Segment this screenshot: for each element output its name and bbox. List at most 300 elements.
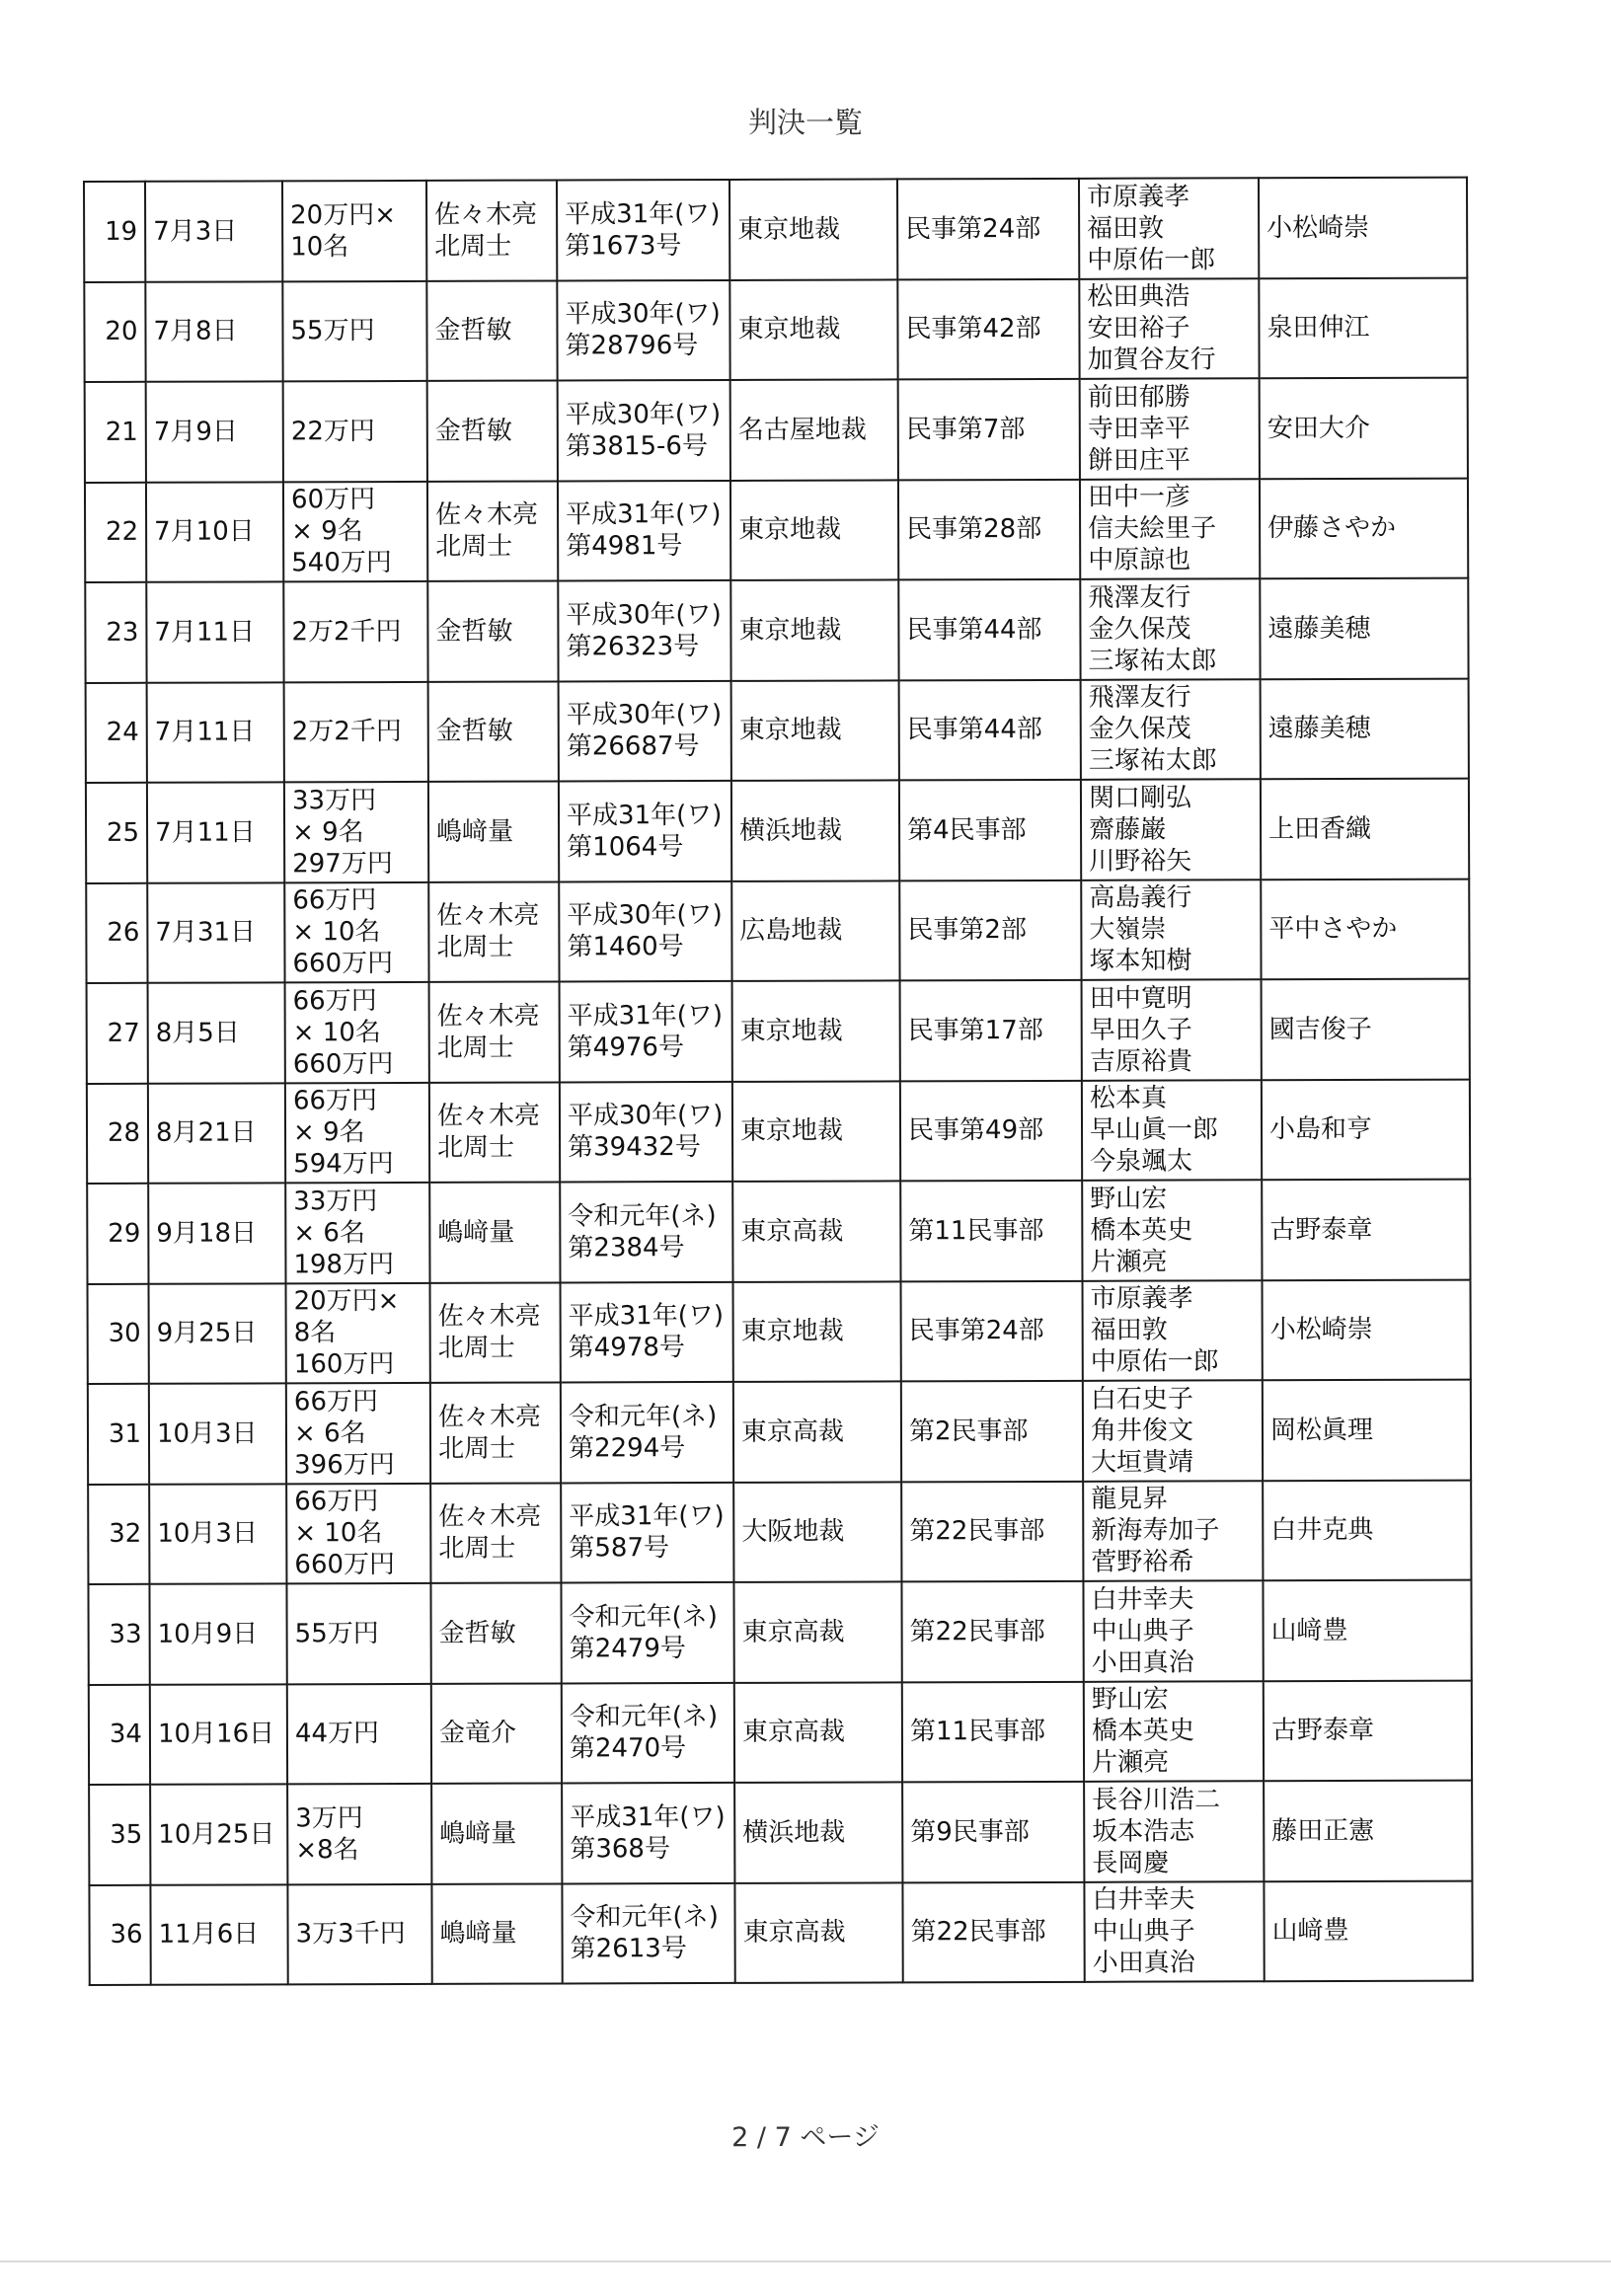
case-number-line: 平成30年(ワ) — [567, 1101, 724, 1131]
case-number-line: 第4976号 — [567, 1032, 684, 1063]
court-division: 第22民事部 — [901, 1581, 1083, 1682]
judge-names-line: 田中一彦 — [1087, 482, 1191, 513]
award-amount-line: 10名 — [290, 231, 349, 263]
verdict-date: 10月9日 — [149, 1583, 286, 1684]
counsel-names-line: 北周士 — [437, 1132, 515, 1164]
judge-names-line: 白井幸夫 — [1091, 1584, 1194, 1615]
counsel-names — [431, 1883, 562, 1984]
counsel-names-line: 金竜介 — [438, 1718, 517, 1749]
case-number-line: 第2384号 — [568, 1232, 685, 1263]
award-amount — [282, 181, 426, 281]
award-amount-line: 60万円 — [290, 485, 376, 515]
counsel-names-line: 金哲敏 — [438, 1618, 516, 1648]
court-division: 民事第24部 — [897, 179, 1079, 279]
court-name: 東京地裁 — [729, 179, 897, 279]
judge-names-line: 長岡慶 — [1092, 1848, 1170, 1878]
court-division: 第11民事部 — [902, 1681, 1084, 1782]
judge-names — [1082, 1080, 1262, 1181]
counsel-names-line: 北周士 — [436, 932, 514, 963]
judge-names-line: 野山宏 — [1091, 1684, 1169, 1716]
case-number-line: 平成31年(ワ) — [566, 800, 723, 831]
award-amount-line: 540万円 — [291, 548, 392, 578]
table-row — [86, 779, 1469, 883]
row-number: 19 — [84, 182, 145, 282]
award-amount-line: 297万円 — [292, 848, 393, 880]
case-number-line: 令和元年(ネ) — [569, 1702, 719, 1732]
counsel-names — [426, 180, 557, 280]
case-number-line: 第26323号 — [566, 631, 700, 662]
judge-names-line: 寺田幸平 — [1087, 414, 1190, 444]
judge-names-line: 中原諒也 — [1088, 545, 1191, 576]
court-name: 東京地裁 — [729, 279, 897, 380]
judge-names-line: 餅田庄平 — [1087, 445, 1190, 476]
row-number: 28 — [87, 1083, 148, 1184]
judge-names-line: 大垣貴靖 — [1091, 1447, 1194, 1478]
judge-names-line: 高島義行 — [1089, 882, 1192, 914]
counsel-names-line: 佐々木亮 — [438, 1501, 542, 1533]
table-row — [85, 378, 1468, 483]
judge-names-line: 松田典浩 — [1087, 281, 1190, 313]
judge-names-line: 金久保茂 — [1088, 714, 1191, 745]
judge-names — [1081, 779, 1261, 880]
row-number: 21 — [85, 382, 146, 483]
judge-names-line: 新海寿加子 — [1091, 1515, 1220, 1547]
table-row — [86, 879, 1469, 983]
counsel-names — [427, 380, 558, 481]
award-amount-line: × 9名 — [291, 516, 363, 547]
court-name: 大阪地裁 — [733, 1482, 901, 1582]
award-amount — [285, 1183, 429, 1283]
award-amount-line: 660万円 — [292, 1048, 394, 1080]
judge-names-line: 白井幸夫 — [1092, 1884, 1195, 1916]
counsel-names-line: 金哲敏 — [435, 616, 513, 647]
page-number: 2 / 7 ページ — [731, 2122, 880, 2153]
row-number: 25 — [86, 783, 147, 883]
counsel-names-line: 北周士 — [437, 1433, 516, 1464]
court-name: 東京地裁 — [731, 680, 899, 781]
table-row — [85, 578, 1468, 683]
case-number-line: 第2294号 — [568, 1432, 686, 1464]
award-amount-line: 20万円× — [290, 199, 397, 231]
verdict-date: 7月10日 — [146, 482, 283, 582]
case-number-line: 平成31年(ワ) — [566, 499, 722, 530]
court-division: 民事第44部 — [899, 679, 1081, 780]
judge-names-line: 早山眞一郎 — [1089, 1114, 1219, 1146]
judge-names-line: 福田敦 — [1087, 213, 1165, 244]
award-amount — [284, 881, 428, 982]
judge-names-line: 飛澤友行 — [1088, 582, 1191, 613]
judge-names-line: 松本真 — [1089, 1083, 1167, 1114]
award-amount — [284, 782, 428, 882]
judge-names-line: 早田久子 — [1089, 1015, 1192, 1045]
case-number-line: 第2470号 — [569, 1733, 687, 1764]
award-amount-line: × 6名 — [293, 1217, 365, 1249]
case-number — [562, 1783, 734, 1883]
judge-names-line: 片瀬亮 — [1091, 1747, 1170, 1779]
award-amount-line: 66万円 — [292, 1086, 378, 1116]
judge-names — [1083, 1481, 1263, 1581]
court-division: 民事第17部 — [900, 980, 1082, 1081]
judge-names — [1081, 679, 1261, 780]
award-amount — [286, 1583, 430, 1684]
award-amount-line: 2万2千円 — [291, 616, 402, 648]
case-number-line: 第3815-6号 — [565, 430, 708, 462]
case-number — [561, 1582, 733, 1683]
counsel-names — [429, 1082, 560, 1183]
counsel-names-line: 北周士 — [436, 1033, 514, 1063]
counsel-names — [430, 1483, 561, 1583]
table-row — [88, 1580, 1471, 1685]
judge-names-line: 三塚祐太郎 — [1088, 745, 1217, 777]
judge-names-line: 福田敦 — [1090, 1315, 1168, 1346]
court-name: 東京地裁 — [732, 980, 900, 1081]
court-name: 横浜地裁 — [734, 1782, 902, 1882]
case-number — [558, 380, 730, 481]
award-amount — [285, 1082, 429, 1183]
judge-names-line: 齋藤巌 — [1089, 814, 1167, 845]
case-number-line: 令和元年(ネ) — [568, 1200, 717, 1232]
case-number-line: 第1064号 — [567, 831, 684, 863]
counsel-names — [430, 1382, 561, 1483]
row-number: 27 — [87, 983, 148, 1084]
judge-names-line: 安田裕子 — [1087, 313, 1190, 344]
case-number-line: 平成31年(ワ) — [570, 1801, 726, 1833]
judge-names — [1081, 880, 1261, 980]
counsel-names — [430, 1282, 561, 1383]
judge-names-line: 長谷川浩二 — [1092, 1785, 1221, 1815]
judge-names-line: 坂本浩志 — [1092, 1816, 1195, 1847]
judge-names — [1079, 278, 1259, 379]
counsel-names-line: 金哲敏 — [434, 416, 512, 446]
award-amount-line: ×8名 — [295, 1834, 359, 1866]
judge-names-line: 大嶺崇 — [1089, 914, 1167, 946]
case-number — [560, 1182, 732, 1282]
judge-names-line: 三塚祐太郎 — [1088, 646, 1217, 676]
counsel-names — [427, 481, 558, 581]
judge-names-line: 小田真治 — [1091, 1647, 1194, 1678]
table-row — [88, 1480, 1471, 1584]
case-number-line: 平成31年(ワ) — [569, 1501, 725, 1532]
court-division: 第2民事部 — [901, 1381, 1083, 1482]
verdict-date: 7月11日 — [147, 682, 284, 783]
court-clerk: 安田大介 — [1260, 378, 1468, 479]
court-clerk: 小松崎崇 — [1263, 1279, 1471, 1380]
award-amount — [284, 681, 428, 782]
judge-names-line: 角井俊文 — [1090, 1416, 1194, 1446]
judge-names-line: 吉原裕貴 — [1089, 1046, 1192, 1077]
counsel-names — [431, 1783, 562, 1883]
award-amount — [287, 1784, 431, 1884]
judge-names-line: 市原義孝 — [1090, 1283, 1193, 1315]
case-number — [561, 1482, 733, 1582]
verdict-date: 7月11日 — [147, 782, 284, 882]
counsel-names — [431, 1683, 562, 1784]
court-clerk: 伊藤さやか — [1260, 478, 1468, 578]
verdict-date: 8月21日 — [148, 1083, 285, 1184]
judge-names — [1080, 479, 1260, 579]
case-number — [562, 1682, 734, 1783]
court-clerk: 古野泰章 — [1262, 1180, 1470, 1280]
counsel-names-line: 佐々木亮 — [436, 1001, 540, 1032]
counsel-names-line: 嶋﨑量 — [439, 1818, 517, 1849]
verdict-date: 9月18日 — [148, 1183, 285, 1283]
judge-names-line: 中原佑一郎 — [1090, 1346, 1219, 1378]
judge-names — [1082, 979, 1262, 1080]
court-clerk: 上田香織 — [1261, 779, 1469, 880]
judge-names-line: 川野裕矢 — [1089, 846, 1192, 877]
judge-names — [1084, 1781, 1264, 1881]
judge-names-line: 塚本知樹 — [1089, 946, 1192, 977]
judge-names-line: 小田真治 — [1092, 1948, 1195, 1979]
judge-names — [1084, 1881, 1264, 1982]
court-clerk: 岡松眞理 — [1263, 1380, 1471, 1481]
award-amount-line: 33万円 — [291, 785, 377, 816]
case-number-line: 平成30年(ワ) — [567, 900, 723, 931]
court-name: 東京地裁 — [733, 1281, 901, 1382]
judge-names-line: 信夫絵里子 — [1088, 513, 1217, 545]
court-division: 第22民事部 — [902, 1881, 1084, 1982]
court-name: 名古屋地裁 — [730, 379, 898, 480]
court-division: 第4民事部 — [899, 780, 1081, 880]
case-number — [562, 1882, 734, 1983]
judge-names-line: 橋本英史 — [1091, 1716, 1195, 1747]
scan-edge-line — [0, 2260, 1611, 2262]
counsel-names-line: 佐々木亮 — [434, 199, 538, 230]
case-number-line: 第1673号 — [565, 230, 682, 262]
judge-names — [1079, 178, 1259, 278]
award-amount-line: 55万円 — [290, 316, 375, 346]
judge-names — [1084, 1681, 1264, 1782]
counsel-names — [426, 280, 557, 381]
case-number-line: 第2613号 — [570, 1934, 687, 1964]
counsel-names-line: 佐々木亮 — [436, 1101, 541, 1132]
award-amount-line: 20万円× — [293, 1286, 400, 1317]
case-number — [561, 1281, 733, 1382]
row-number: 33 — [88, 1584, 149, 1685]
case-number — [560, 981, 732, 1082]
case-number — [558, 580, 730, 681]
court-division: 民事第49部 — [900, 1080, 1082, 1181]
case-number-line: 第368号 — [570, 1833, 670, 1865]
judge-names-line: 田中寛明 — [1089, 983, 1192, 1014]
judge-names-line: 金久保茂 — [1088, 614, 1191, 645]
judge-names — [1082, 1180, 1262, 1280]
row-number: 22 — [85, 482, 146, 582]
verdict-date: 11月6日 — [150, 1884, 287, 1985]
counsel-names-line: 金哲敏 — [434, 315, 512, 346]
judge-names-line: 菅野裕希 — [1091, 1547, 1194, 1578]
case-number — [558, 480, 730, 580]
row-number: 24 — [86, 682, 147, 783]
verdict-date: 10月16日 — [150, 1684, 287, 1785]
case-number-line: 平成30年(ワ) — [566, 599, 722, 631]
judge-names-line: 市原義孝 — [1087, 182, 1190, 212]
table-row — [84, 178, 1467, 282]
court-division: 民事第2部 — [899, 880, 1081, 980]
case-number-line: 令和元年(ネ) — [569, 1601, 718, 1633]
court-clerk: 白井克典 — [1263, 1480, 1471, 1580]
award-amount-line: 66万円 — [292, 885, 377, 916]
case-number-line: 第2479号 — [569, 1633, 686, 1664]
case-number-line: 第28796号 — [565, 331, 699, 361]
court-clerk: 山﨑豊 — [1263, 1580, 1471, 1681]
table-row — [84, 277, 1467, 382]
table-row — [86, 678, 1469, 783]
row-number: 26 — [86, 882, 147, 983]
counsel-names-line: 北周士 — [434, 231, 512, 262]
award-amount-line: 55万円 — [294, 1618, 379, 1649]
counsel-names-line: 佐々木亮 — [437, 1402, 541, 1432]
award-amount-line: 160万円 — [293, 1349, 395, 1380]
counsel-names-line: 嶋﨑量 — [437, 1217, 515, 1248]
award-amount — [283, 381, 427, 482]
award-amount-line: 44万円 — [294, 1719, 380, 1749]
award-amount — [285, 982, 429, 1083]
counsel-names-line: 嶋﨑量 — [439, 1918, 517, 1950]
table-row — [89, 1680, 1472, 1785]
table-row — [89, 1781, 1472, 1885]
award-amount-line: 198万円 — [293, 1249, 395, 1280]
court-clerk: 小松崎崇 — [1259, 178, 1467, 278]
award-amount-line: 2万2千円 — [291, 717, 402, 747]
counsel-names-line: 佐々木亮 — [437, 1301, 541, 1333]
award-amount — [283, 581, 427, 682]
table-row — [87, 1180, 1470, 1284]
verdict-date: 8月5日 — [148, 982, 285, 1083]
court-division: 民事第24部 — [901, 1280, 1083, 1381]
judge-names — [1080, 578, 1260, 679]
court-name: 東京高裁 — [734, 1882, 902, 1983]
judge-names-line: 加賀谷友行 — [1087, 344, 1216, 376]
court-name: 広島地裁 — [731, 880, 899, 981]
award-amount-line: 3万3千円 — [295, 1919, 406, 1950]
court-clerk: 古野泰章 — [1264, 1680, 1472, 1781]
judge-names — [1083, 1380, 1263, 1481]
court-clerk: 藤田正憲 — [1264, 1781, 1472, 1881]
verdict-table — [83, 177, 1474, 1986]
verdict-date: 7月8日 — [145, 281, 282, 382]
row-number: 36 — [89, 1884, 150, 1985]
case-number — [557, 279, 729, 380]
table-row — [88, 1380, 1471, 1485]
court-clerk: 遠藤美穂 — [1261, 678, 1469, 779]
judge-names-line: 前田郁勝 — [1087, 382, 1190, 413]
case-number — [561, 1382, 733, 1483]
table-row — [87, 1079, 1470, 1184]
judge-names — [1083, 1280, 1263, 1381]
row-number: 23 — [85, 582, 146, 683]
award-amount — [287, 1883, 431, 1984]
judge-names — [1083, 1580, 1263, 1681]
court-division: 民事第44部 — [898, 579, 1080, 680]
row-number: 35 — [89, 1785, 150, 1885]
case-number — [560, 1081, 732, 1182]
award-amount-line: × 9名 — [292, 816, 364, 848]
award-amount-line: 22万円 — [290, 416, 375, 447]
award-amount — [286, 1383, 430, 1484]
case-number — [559, 680, 731, 781]
counsel-names-line: 佐々木亮 — [436, 900, 540, 932]
award-amount-line: 660万円 — [292, 949, 394, 979]
row-number: 31 — [88, 1384, 149, 1485]
judge-names-line: 中山典子 — [1092, 1916, 1195, 1948]
counsel-names — [430, 1582, 561, 1683]
court-clerk: 平中さやか — [1261, 879, 1469, 979]
counsel-names — [428, 781, 559, 881]
row-number: 30 — [88, 1283, 149, 1384]
case-number — [557, 180, 729, 280]
case-number-line: 令和元年(ネ) — [568, 1401, 718, 1432]
table-row — [88, 1279, 1471, 1384]
award-amount-line: × 10名 — [292, 1017, 381, 1048]
award-amount-line: × 10名 — [292, 917, 381, 948]
counsel-names — [428, 681, 559, 782]
award-amount-line: × 9名 — [292, 1117, 365, 1148]
case-number-line: 平成30年(ワ) — [565, 399, 722, 430]
row-number: 29 — [87, 1184, 148, 1284]
judge-names — [1080, 378, 1260, 479]
award-amount-line: 594万円 — [293, 1149, 394, 1180]
court-name: 東京地裁 — [730, 480, 898, 580]
award-amount — [283, 481, 427, 581]
case-number-line: 第4981号 — [566, 531, 683, 562]
judge-names-line: 関口剛弘 — [1088, 783, 1192, 813]
counsel-names — [428, 881, 559, 982]
court-name: 東京地裁 — [730, 579, 898, 680]
counsel-names-line: 金哲敏 — [435, 716, 513, 747]
verdict-date: 10月3日 — [149, 1383, 286, 1484]
judge-names-line: 中山典子 — [1091, 1616, 1194, 1646]
document-title: 判決一覧 — [747, 106, 863, 139]
judge-names-line: 白石史子 — [1090, 1384, 1193, 1415]
judge-names-line: 龍見昇 — [1091, 1484, 1169, 1515]
award-amount-line: 396万円 — [294, 1449, 395, 1481]
counsel-names — [429, 981, 560, 1082]
counsel-names-line: 嶋﨑量 — [436, 816, 514, 847]
counsel-names-line: 佐々木亮 — [435, 499, 539, 531]
case-number-line: 令和元年(ネ) — [570, 1902, 719, 1933]
court-division: 民事第7部 — [898, 379, 1080, 480]
case-number-line: 第587号 — [569, 1533, 670, 1564]
verdict-date: 10月3日 — [149, 1484, 286, 1584]
case-number-line: 第1460号 — [567, 932, 684, 962]
case-number-line: 平成30年(ワ) — [565, 299, 721, 330]
case-number — [559, 781, 731, 881]
case-number-line: 第39432号 — [568, 1132, 701, 1163]
court-clerk: 小島和亨 — [1262, 1079, 1470, 1180]
court-name: 東京高裁 — [733, 1581, 901, 1682]
judge-names-line: 飛澤友行 — [1088, 682, 1191, 714]
counsel-names — [429, 1182, 560, 1282]
counsel-names-line: 北周士 — [435, 531, 513, 563]
award-amount-line: 66万円 — [292, 985, 377, 1017]
award-amount-line: 3万円 — [295, 1802, 363, 1834]
case-number-line: 平成31年(ワ) — [568, 1301, 725, 1332]
court-clerk: 山﨑豊 — [1264, 1880, 1472, 1981]
award-amount — [286, 1483, 430, 1583]
award-amount — [287, 1683, 431, 1784]
award-amount-line: 66万円 — [293, 1386, 379, 1417]
court-division: 第9民事部 — [902, 1782, 1084, 1882]
verdict-date: 9月25日 — [149, 1283, 286, 1384]
counsel-names-line: 北周士 — [437, 1333, 515, 1364]
verdict-date: 7月9日 — [146, 381, 283, 482]
court-name: 東京高裁 — [734, 1682, 902, 1783]
court-division: 民事第42部 — [897, 278, 1079, 379]
award-amount — [282, 280, 426, 381]
court-name: 東京高裁 — [732, 1181, 900, 1281]
court-division: 民事第28部 — [898, 479, 1080, 579]
